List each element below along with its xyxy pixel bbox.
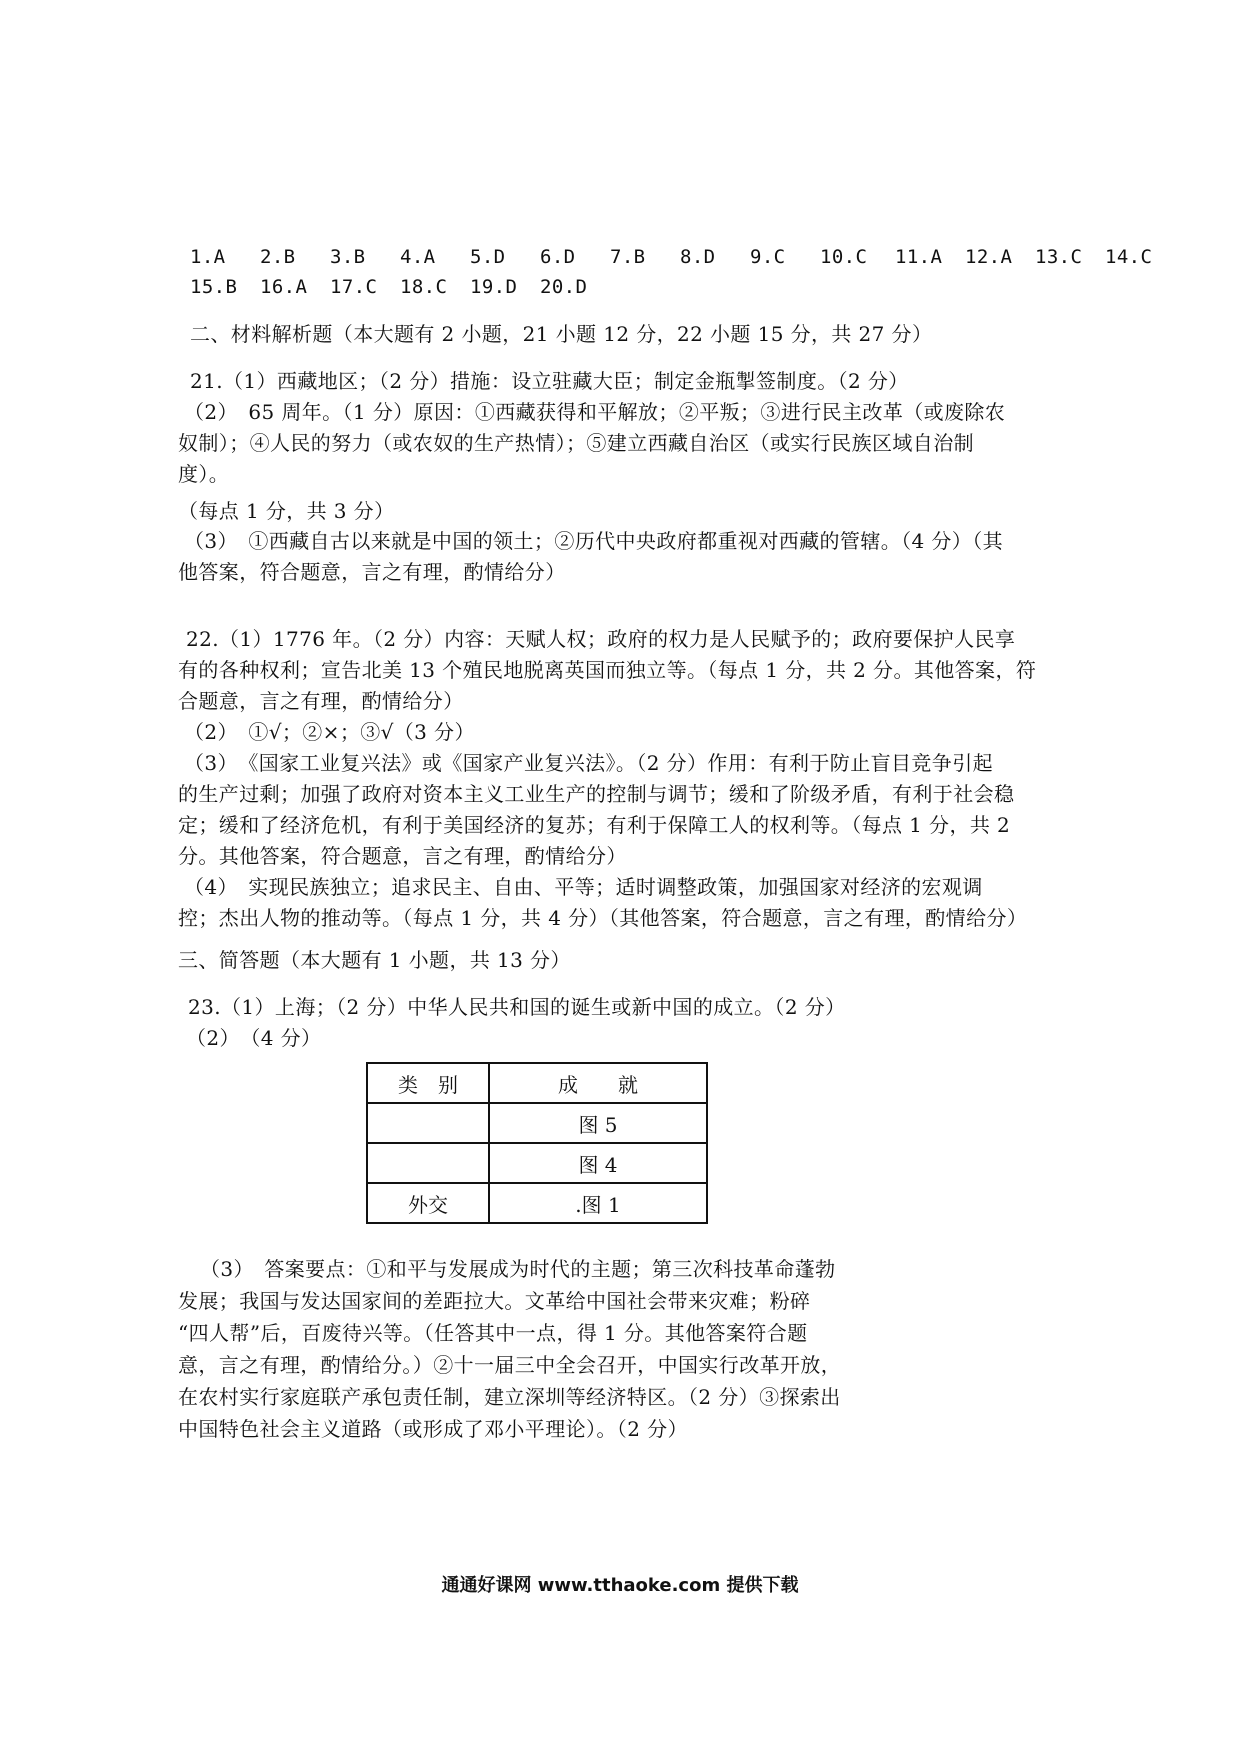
mc-answer: 2.B	[260, 246, 296, 268]
q23-part3-line: “四人帮”后，百废待兴等。（任答其中一点，得 1 分。其他答案符合题	[178, 1321, 808, 1345]
table-header-category: 类 别	[367, 1063, 489, 1103]
q23-part3-line: 发展；我国与发达国家间的差距拉大。文革给中国社会带来灾难；粉碎	[178, 1289, 811, 1313]
table-cell	[367, 1143, 489, 1183]
mc-answer: 8.D	[680, 246, 716, 268]
mc-answer: 3.B	[330, 246, 366, 268]
q22-line: 的生产过剩；加强了政府对资本主义工业生产的控制与调节；缓和了阶级矛盾，有利于社会稳	[178, 782, 1015, 806]
mc-answer: 12.A	[965, 246, 1013, 268]
q22-line: （3） 《国家工业复兴法》或《国家产业复兴法》。（2 分）作用：有利于防止盲目竞争引起	[184, 751, 994, 775]
q21-line: （2） 65 周年。（1 分）原因：①西藏获得和平解放；②平叛；③进行民主改革（或废除农	[184, 400, 1006, 424]
mc-answer: 14.C	[1105, 246, 1153, 268]
mc-answer: 9.C	[750, 246, 786, 268]
mc-answer: 13.C	[1035, 246, 1083, 268]
mc-answers-row2	[190, 271, 610, 302]
q22-line: 分。其他答案，符合题意，言之有理，酌情给分）	[178, 844, 627, 868]
table-row	[367, 1143, 707, 1183]
table-row	[367, 1183, 707, 1223]
table-header-achievement: 成 就	[489, 1063, 707, 1103]
table-cell: 外交	[367, 1183, 489, 1223]
q21-line: 他答案，符合题意，言之有理，酌情给分）	[178, 560, 566, 584]
q21-line: （每点 1 分，共 3 分）	[178, 499, 395, 523]
table-cell: 图 5	[489, 1103, 707, 1143]
mc-answer: 7.B	[610, 246, 646, 268]
section3-heading: 三、简答题（本大题有 1 小题，共 13 分）	[178, 948, 571, 972]
table-row	[367, 1103, 707, 1143]
q21-line: 21.（1）西藏地区；（2 分）措施：设立驻藏大臣；制定金瓶掣签制度。（2 分）	[190, 369, 909, 393]
q21-line: 奴制）；④人民的努力（或农奴的生产热情）；⑤建立西藏自治区（或实行民族区域自治制	[178, 431, 974, 455]
table-cell	[367, 1103, 489, 1143]
section2-heading: 二、材料解析题（本大题有 2 小题，21 小题 12 分，22 小题 15 分，共 27 分）	[190, 322, 933, 346]
q21-line: 度）。	[178, 462, 230, 486]
footer-download-note: 通通好课网 www.tthaoke.com 提供下载	[441, 1575, 799, 1596]
table-cell: 图 4	[489, 1143, 707, 1183]
q23-part2: （2） （4 分）	[186, 1026, 322, 1050]
q22-line: 有的各种权利；宣告北美 13 个殖民地脱离英国而独立等。（每点 1 分，共 2 分。其他答案，符	[178, 658, 1037, 682]
mc-answer: 11.A	[895, 246, 943, 268]
mc-answer: 4.A	[400, 246, 436, 268]
mc-answer: 1.A	[190, 246, 226, 268]
table-cell: .图 1	[489, 1183, 707, 1223]
q22-line: （4） 实现民族独立；追求民主、自由、平等；适时调整政策，加强国家对经济的宏观调	[184, 875, 983, 899]
q21-line: （3） ①西藏自古以来就是中国的领土；②历代中央政府都重视对西藏的管辖。（4 分）（其	[184, 529, 1004, 553]
mc-answers-row1	[190, 241, 1175, 272]
q23-part3-line: 意，言之有理，酌情给分。）②十一届三中全会召开，中国实行改革开放，	[178, 1353, 842, 1377]
mc-answer: 16.A	[260, 276, 308, 298]
q23-part3-line: （3） 答案要点：①和平与发展成为时代的主题；第三次科技革命蓬勃	[200, 1257, 836, 1281]
q23-part3-line: 中国特色社会主义道路（或形成了邓小平理论）。（2 分）	[178, 1417, 688, 1441]
mc-answer: 19.D	[470, 276, 518, 298]
mc-answer: 17.C	[330, 276, 378, 298]
q22-line: 定；缓和了经济危机，有利于美国经济的复苏；有利于保障工人的权利等。（每点 1 分，共 2	[178, 813, 1011, 837]
q23-part1: 23.（1）上海；（2 分）中华人民共和国的诞生或新中国的成立。（2 分）	[188, 995, 846, 1019]
mc-answer: 15.B	[190, 276, 238, 298]
q22-line: 合题意，言之有理，酌情给分）	[178, 689, 464, 713]
mc-answer: 10.C	[820, 246, 868, 268]
achievements-table	[366, 1062, 708, 1224]
mc-answer: 20.D	[540, 276, 588, 298]
table-header-row	[367, 1063, 707, 1103]
q22-line: （2） ①√；②×；③√（3 分）	[184, 720, 475, 744]
mc-answer: 5.D	[470, 246, 506, 268]
q22-line: 控；杰出人物的推动等。（每点 1 分，共 4 分）（其他答案，符合题意，言之有理，酌情给分）	[178, 906, 1028, 930]
q23-part3-line: 在农村实行家庭联产承包责任制，建立深圳等经济特区。（2 分）③探索出	[178, 1385, 841, 1409]
q22-line: 22.（1）1776 年。（2 分）内容：天赋人权；政府的权力是人民赋予的；政府要保护人民享	[186, 627, 1016, 651]
mc-answer: 6.D	[540, 246, 576, 268]
mc-answer: 18.C	[400, 276, 448, 298]
